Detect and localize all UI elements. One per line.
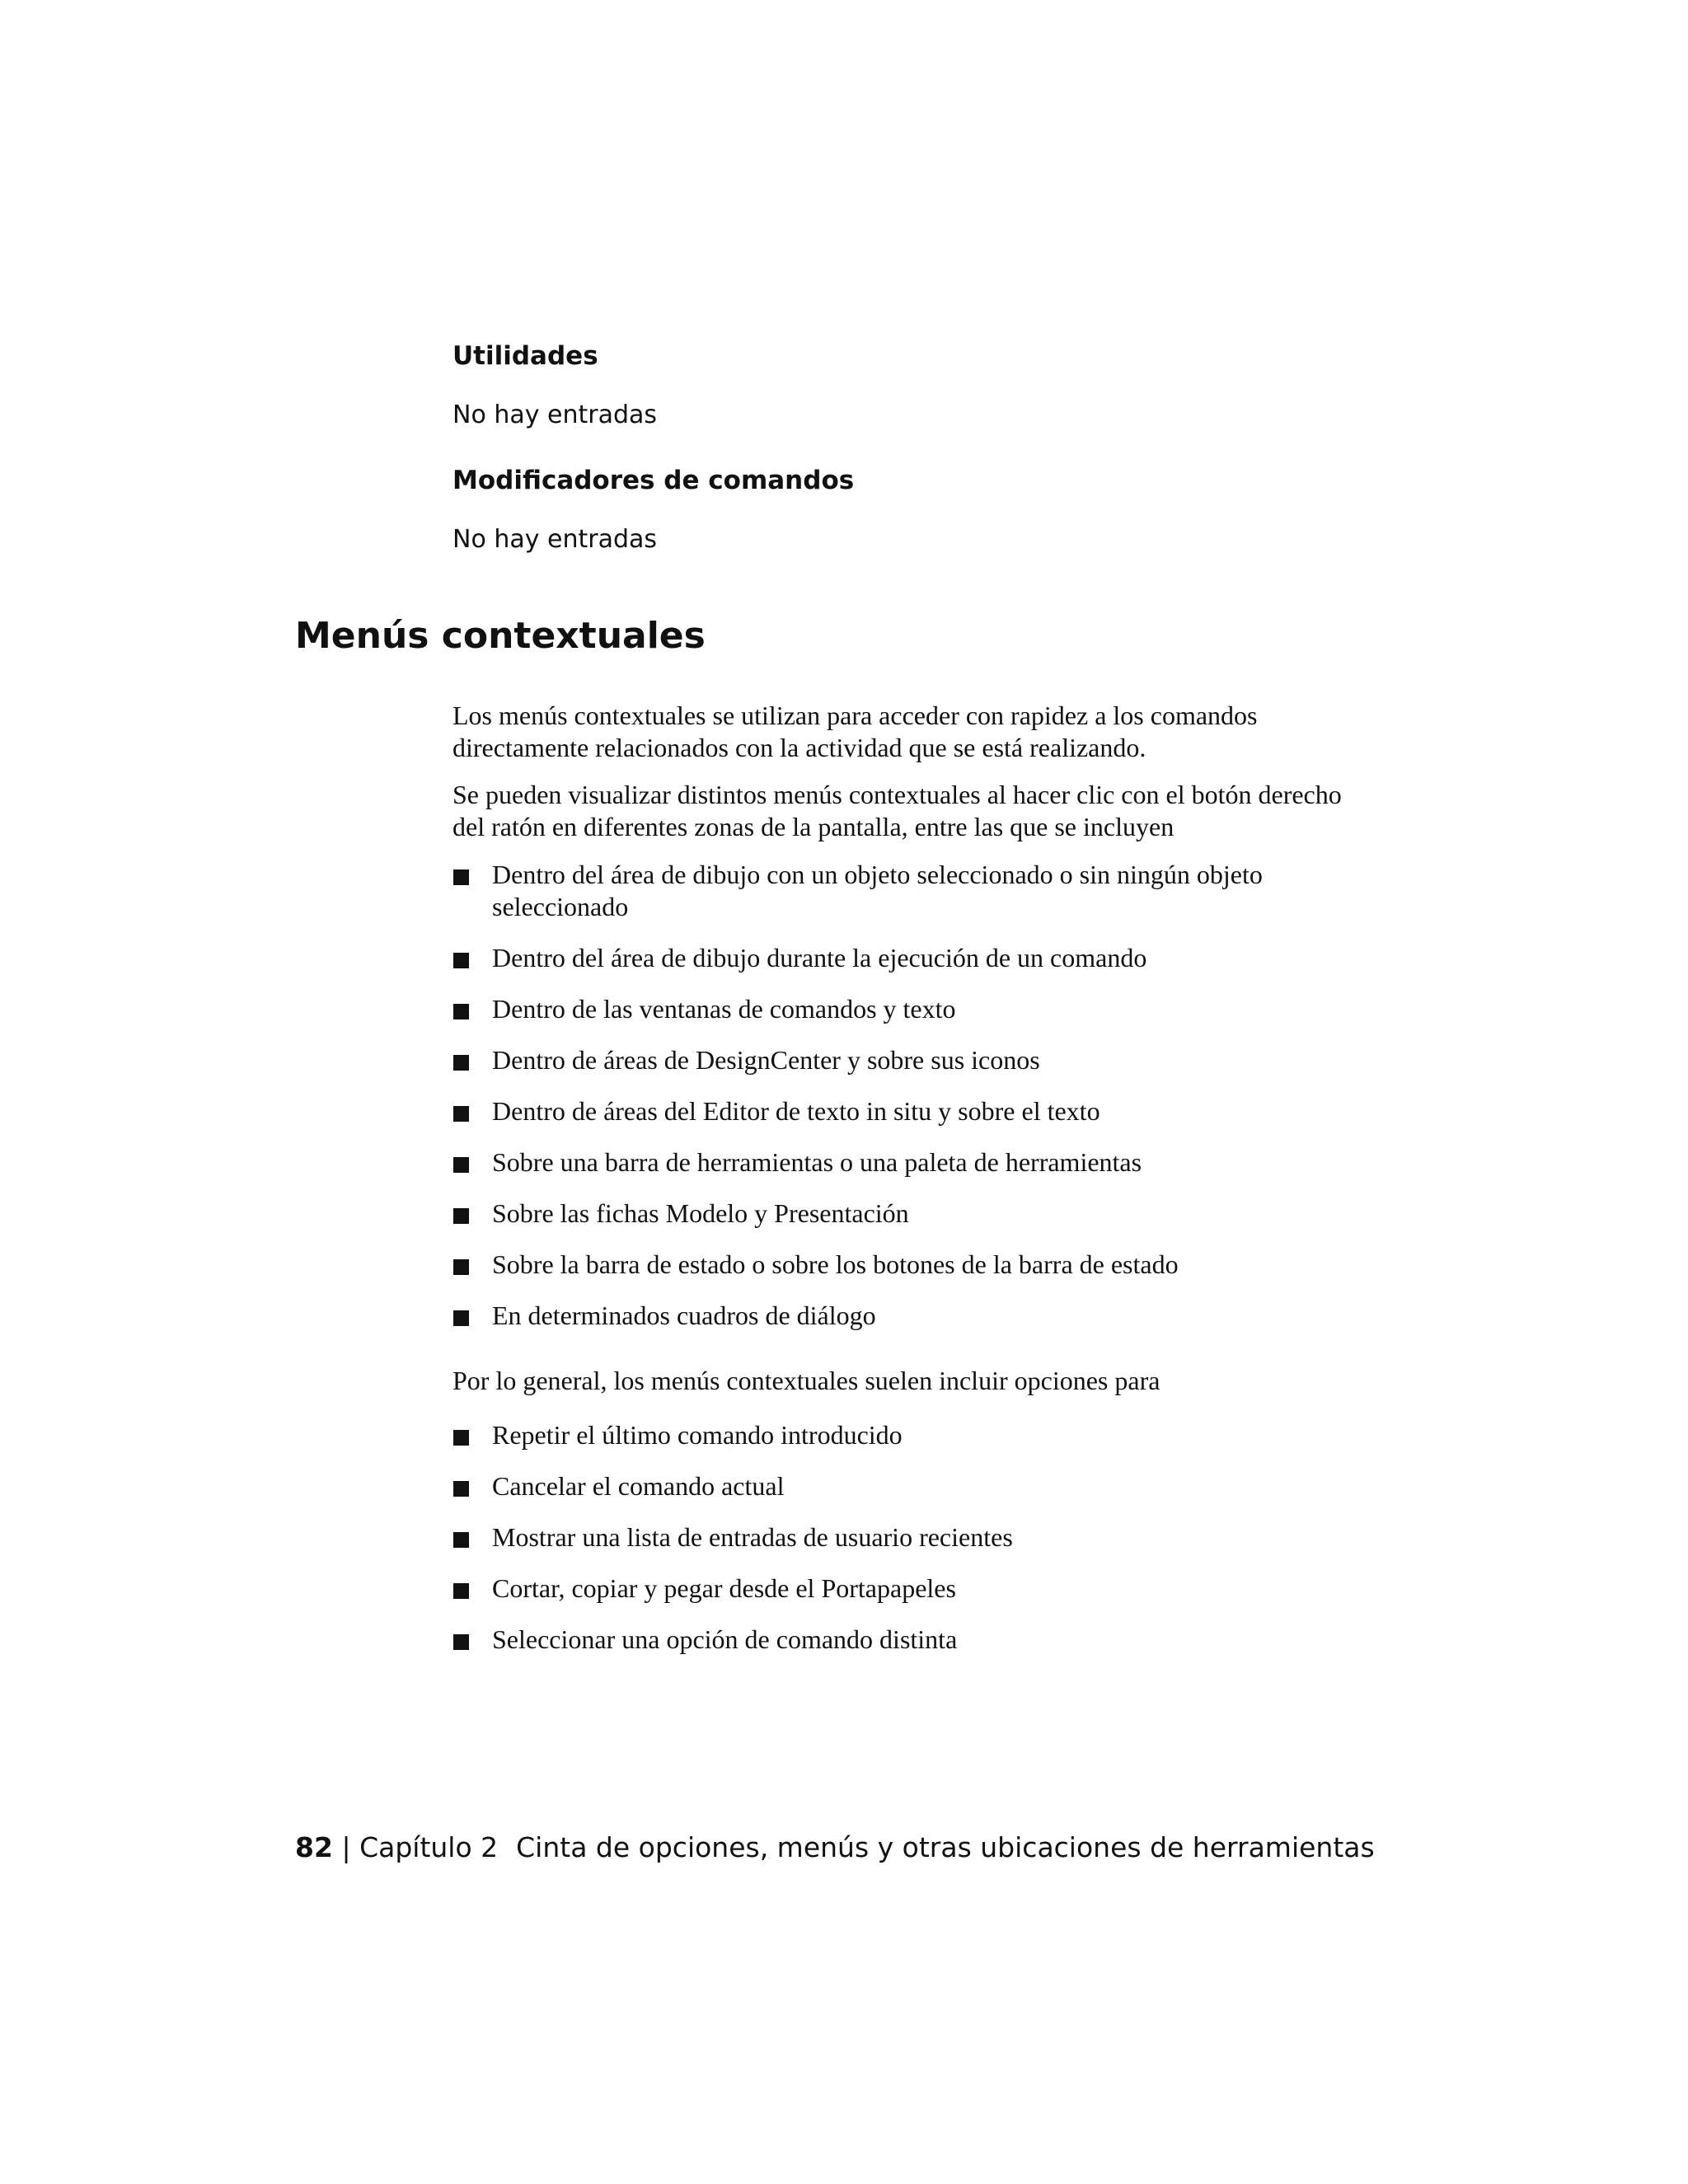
list-item (452, 1470, 1376, 1502)
bullet-square-icon (453, 1583, 469, 1599)
bullet-square-icon (453, 1481, 469, 1497)
bullet-square-icon (453, 869, 469, 885)
list-item-text: Dentro del área de dibujo durante la ejecución de un comando (492, 943, 1147, 972)
modifiers-text: No hay entradas (452, 525, 658, 554)
bullet-square-icon (453, 1208, 469, 1224)
list-item (452, 1095, 1376, 1127)
footer-separator: | (341, 1831, 351, 1863)
list-item-text: Sobre la barra de estado o sobre los botones de la barra de estado (492, 1249, 1179, 1279)
list-item (452, 1249, 1376, 1281)
list-item (452, 1572, 1376, 1605)
list-item-text: Sobre una barra de herramientas o una paleta de herramientas (492, 1147, 1142, 1177)
areas-list (452, 859, 1376, 1351)
list-item (452, 1521, 1376, 1554)
bullet-square-icon (453, 1310, 469, 1326)
list-item-text: Dentro del área de dibujo con un objeto seleccionado o sin ningún objeto seleccionado (492, 860, 1263, 921)
list-item-text: Mostrar una lista de entradas de usuario recientes (492, 1522, 1013, 1552)
bullet-square-icon (453, 1430, 469, 1446)
list-item-text: Cancelar el comando actual (492, 1471, 785, 1501)
footer-chapter: Capítulo 2 (359, 1831, 499, 1863)
areas-intro-text: Se pueden visualizar distintos menús contextuales al hacer clic con el botón derecho del ratón en diferentes zonas de la pantalla, entre las que se incluyen (452, 780, 1342, 841)
list-item-text: Dentro de áreas del Editor de texto in situ y sobre el texto (492, 1096, 1100, 1126)
list-item (452, 942, 1376, 974)
bullet-square-icon (453, 1259, 469, 1275)
list-item-text: Sobre las fichas Modelo y Presentación (492, 1198, 909, 1228)
list-item-text: En determinados cuadros de diálogo (492, 1301, 876, 1330)
list-item (452, 1197, 1376, 1230)
list-item (452, 1044, 1376, 1076)
list-item (452, 859, 1376, 923)
list-item-text: Cortar, copiar y pegar desde el Portapapeles (492, 1573, 956, 1603)
bullet-square-icon (453, 1532, 469, 1548)
intro-text: Los menús contextuales se utilizan para acceder con rapidez a los comandos directamente relacionados con la actividad que se está realizando. (452, 701, 1258, 762)
list-item (452, 993, 1376, 1025)
modifiers-heading: Modificadores de comandos (452, 466, 855, 495)
intro-paragraph (452, 700, 1376, 764)
options-list (452, 1419, 1376, 1675)
options-intro-text: Por lo general, los menús contextuales suelen incluir opciones para (452, 1366, 1160, 1395)
bullet-square-icon (453, 1634, 469, 1650)
page-number: 82 (295, 1831, 333, 1863)
list-item (452, 1146, 1376, 1179)
bullet-square-icon (453, 1157, 469, 1173)
list-item (452, 1419, 1376, 1451)
areas-intro-paragraph (452, 779, 1376, 843)
options-intro-paragraph (452, 1365, 1376, 1397)
bullet-square-icon (453, 953, 469, 968)
list-item-text: Dentro de áreas de DesignCenter y sobre sus iconos (492, 1045, 1040, 1075)
list-item-text: Dentro de las ventanas de comandos y texto (492, 994, 956, 1024)
utilities-text: No hay entradas (452, 401, 658, 429)
bullet-square-icon (453, 1106, 469, 1122)
list-item (452, 1624, 1376, 1656)
page-footer (295, 1830, 1375, 1866)
section-title: Menús contextuales (295, 615, 706, 657)
list-item (452, 1300, 1376, 1332)
bullet-square-icon (453, 1004, 469, 1019)
list-item-text: Seleccionar una opción de comando distinta (492, 1624, 958, 1654)
bullet-square-icon (453, 1055, 469, 1071)
footer-chapter-title: Cinta de opciones, menús y otras ubicaciones de herramientas (516, 1831, 1375, 1863)
utilities-heading: Utilidades (452, 341, 598, 371)
list-item-text: Repetir el último comando introducido (492, 1420, 903, 1450)
